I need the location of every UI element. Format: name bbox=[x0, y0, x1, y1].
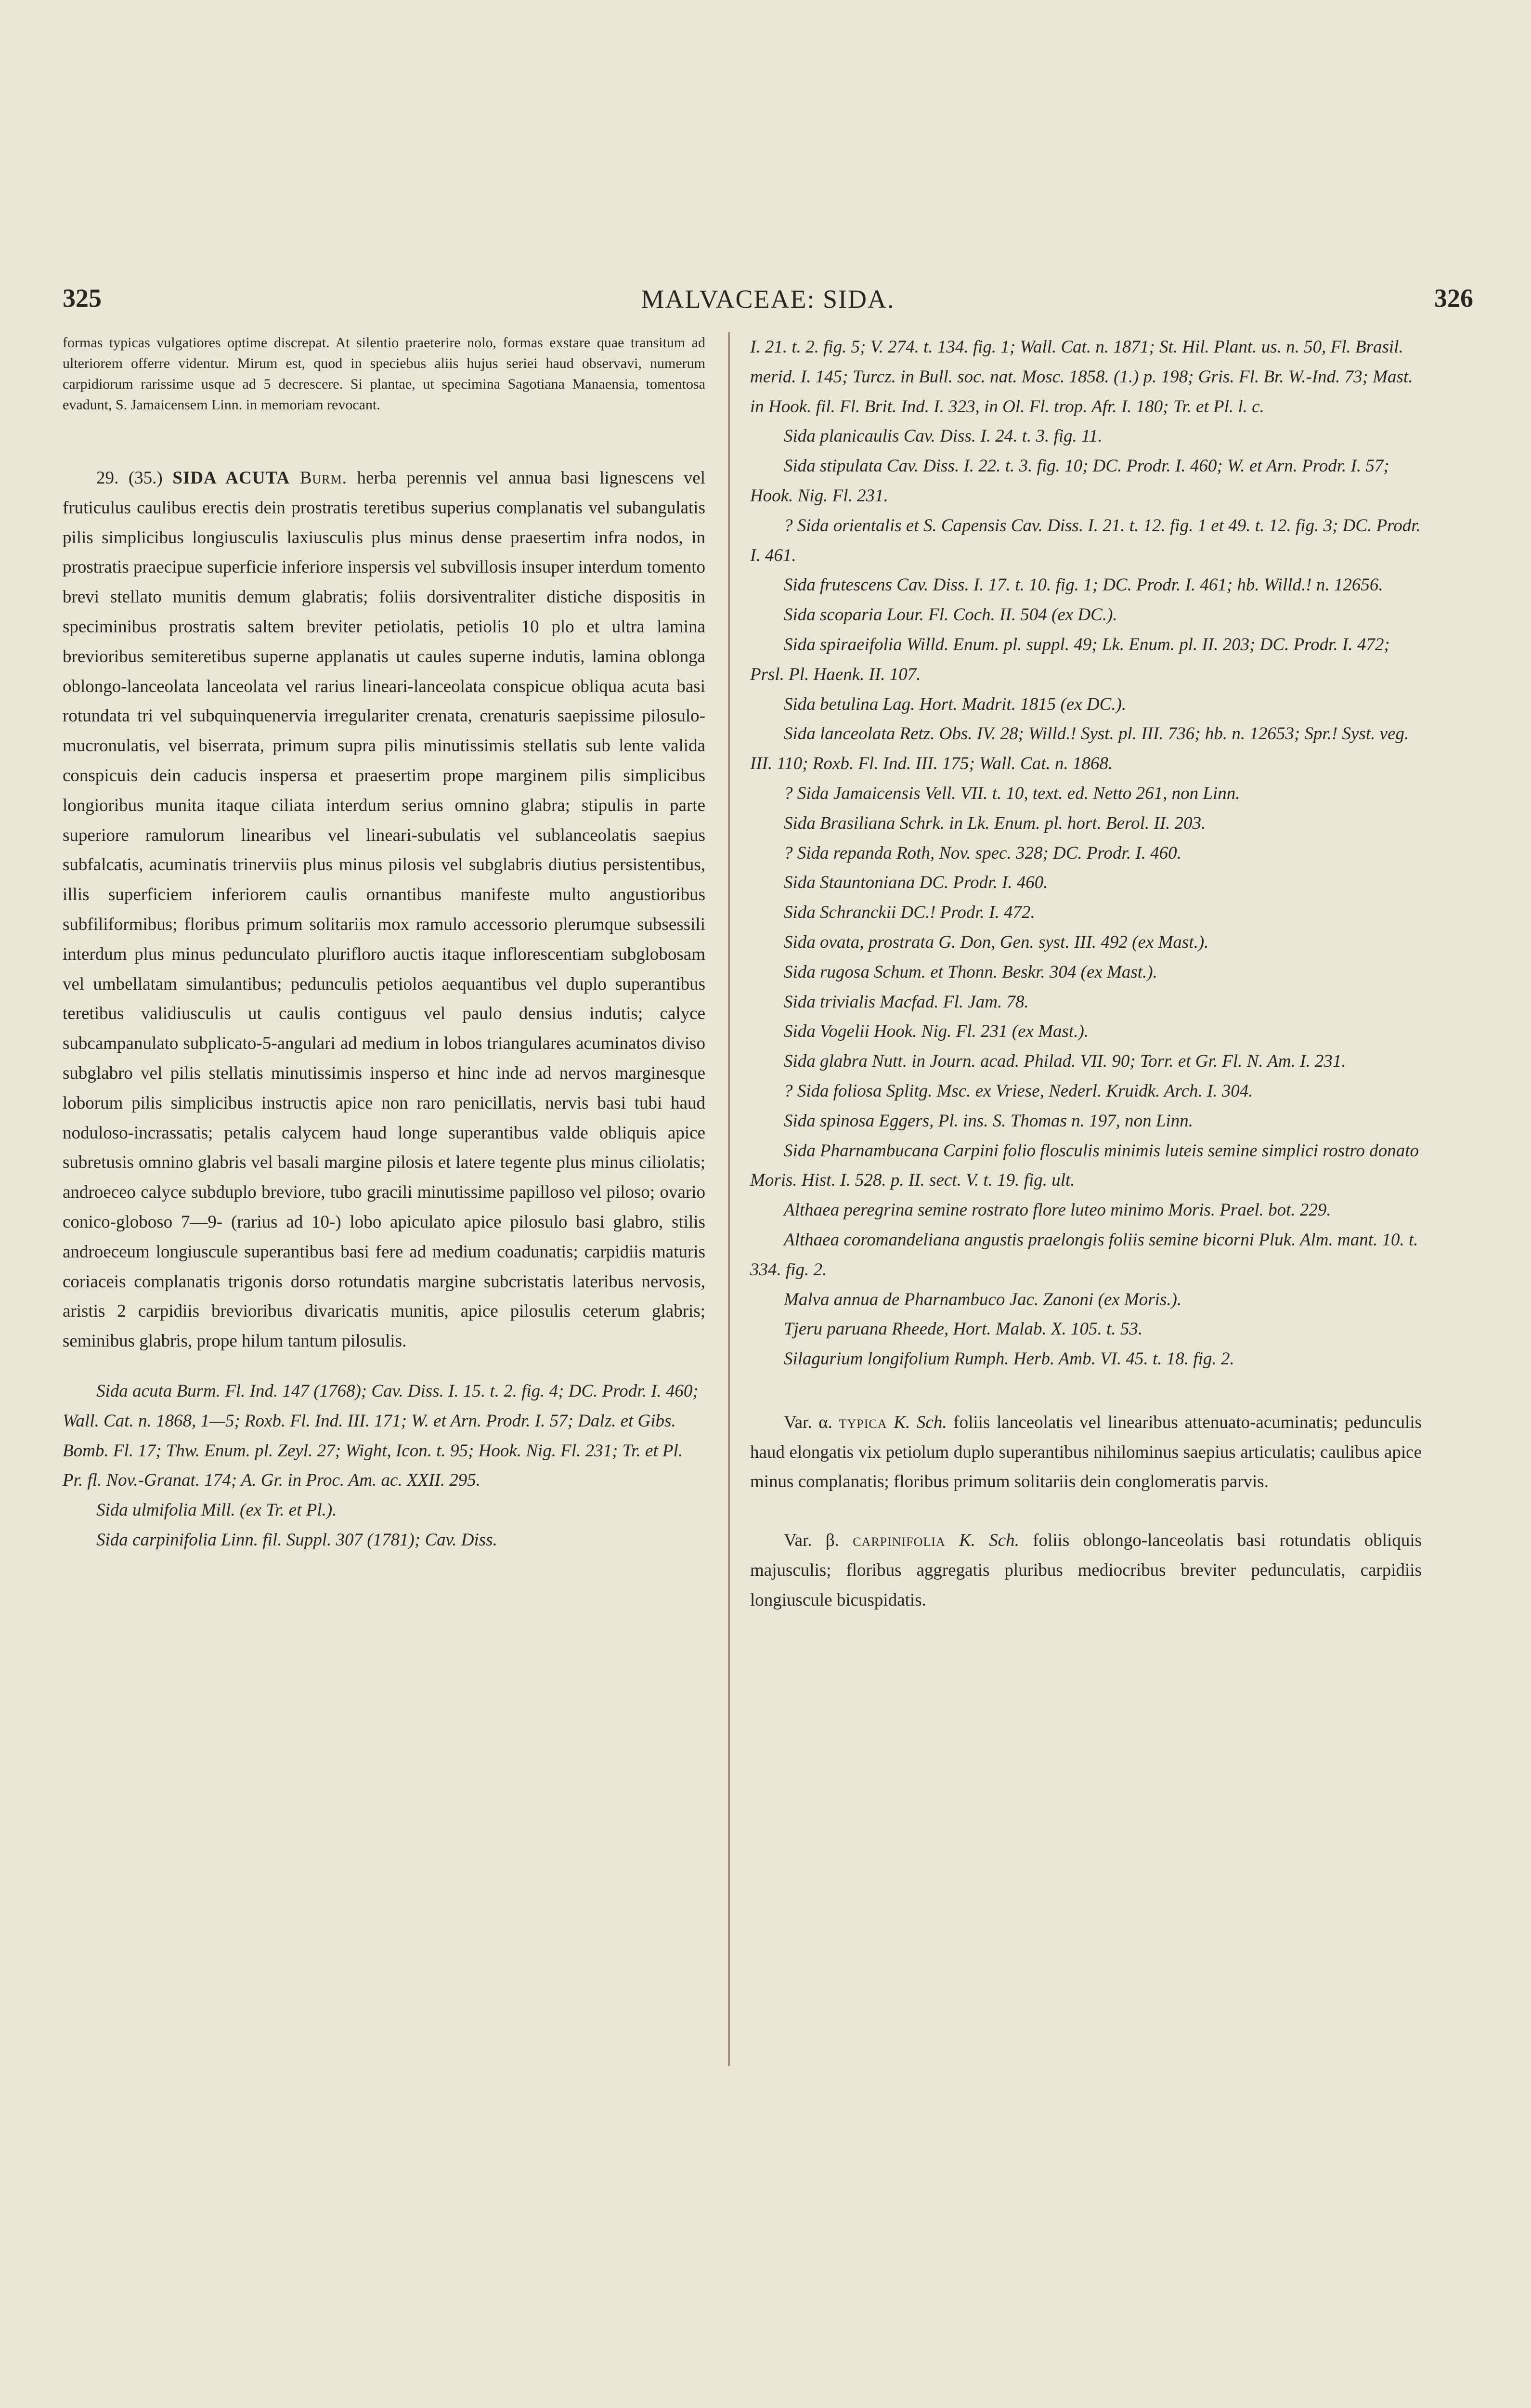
citation-item: Sida carpinifolia Linn. fil. Suppl. 307 (1781); Cav. Diss. bbox=[96, 1530, 497, 1550]
citation-item: Sida spiraeifolia Willd. Enum. pl. suppl. 49; Lk. Enum. pl. II. 203; DC. Prodr. I. 472; Prsl. Pl. Haenk. II. 107. bbox=[750, 634, 1390, 684]
variety-name: typica bbox=[839, 1412, 887, 1432]
running-header bbox=[63, 283, 1473, 327]
citation-item: Sida trivialis Macfad. Fl. Jam. 78. bbox=[784, 992, 1029, 1012]
species-name: SIDA ACUTA bbox=[172, 468, 290, 488]
variety-author: K. Sch. bbox=[959, 1531, 1019, 1551]
variety-label: Var. α. bbox=[784, 1412, 832, 1432]
citation-item: Sida stipulata Cav. Diss. I. 22. t. 3. fig. 10; DC. Prodr. I. 460; W. et Arn. Prodr. I. 57; Hook. Nig. Fl. 231. bbox=[750, 456, 1389, 506]
citation-item: Sida scoparia Lour. Fl. Coch. II. 504 (ex DC.). bbox=[784, 605, 1117, 625]
citation-item: Sida ulmifolia Mill. (ex Tr. et Pl.). bbox=[96, 1500, 337, 1520]
page-number-left: 325 bbox=[63, 284, 102, 313]
citation-item: Althaea peregrina semine rostrato flore luteo minimo Moris. Prael. bot. 229. bbox=[784, 1200, 1331, 1220]
species-description bbox=[63, 463, 705, 1356]
column-divider bbox=[728, 332, 730, 2066]
left-column bbox=[63, 332, 705, 1555]
variety-text: foliis oblongo-lanceolatis basi rotundatis obliquis majusculis; floribus aggregatis pluribus mediocribus breviter pedunculatis, carpidiis longiuscule bicuspidatis. bbox=[750, 1531, 1422, 1610]
citation-item: Sida Brasiliana Schrk. in Lk. Enum. pl. hort. Berol. II. 203. bbox=[784, 813, 1206, 833]
citation-item: Sida frutescens Cav. Diss. I. 17. t. 10. fig. 1; DC. Prodr. I. 461; hb. Willd.! n. 12656. bbox=[784, 575, 1383, 595]
citation-item: Sida rugosa Schum. et Thonn. Beskr. 304 (ex Mast.). bbox=[784, 962, 1157, 982]
citation-list-left bbox=[63, 1376, 705, 1555]
citation-item: Sida ovata, prostrata G. Don, Gen. syst. III. 492 (ex Mast.). bbox=[784, 932, 1209, 952]
citation-item: Sida planicaulis Cav. Diss. I. 24. t. 3. fig. 11. bbox=[784, 426, 1103, 446]
species-author: Burm. bbox=[299, 468, 347, 488]
citation-item: Sida Vogelii Hook. Nig. Fl. 231 (ex Mast.). bbox=[784, 1021, 1089, 1042]
citation-list-right bbox=[750, 332, 1422, 1374]
variety-author: K. Sch. bbox=[894, 1412, 947, 1432]
citation-item: Althaea coromandeliana angustis praelongis foliis semine bicorni Pluk. Alm. mant. 10. t. 334. fig. 2. bbox=[750, 1230, 1418, 1280]
variety-text: foliis lanceolatis vel linearibus attenuato-acuminatis; pedunculis haud elongatis vix petiolum duplo superantibus nihilominus saepius articulatis; caulibus apice minus complanatis; floribus primum solitariis dein conglomeratis parvis. bbox=[750, 1412, 1422, 1492]
variety-alpha bbox=[750, 1408, 1422, 1497]
citation-item: Sida lanceolata Retz. Obs. IV. 28; Willd.! Syst. pl. III. 736; hb. n. 12653; Spr.! Syst. veg. III. 110; Roxb. Fl. Ind. III. 175; Wall. Cat. n. 1868. bbox=[750, 724, 1409, 774]
citation-item: ? Sida Jamaicensis Vell. VII. t. 10, text. ed. Netto 261, non Linn. bbox=[784, 783, 1240, 803]
variety-beta bbox=[750, 1526, 1422, 1615]
citation-item: Sida Schranckii DC.! Prodr. I. 472. bbox=[784, 903, 1035, 923]
citation-item: Sida glabra Nutt. in Journ. acad. Philad. VII. 90; Torr. et Gr. Fl. N. Am. I. 231. bbox=[784, 1051, 1346, 1072]
citation-item: Silagurium longifolium Rumph. Herb. Amb. VI. 45. t. 18. fig. 2. bbox=[784, 1349, 1234, 1369]
running-title: MALVACEAE: SIDA. bbox=[641, 285, 895, 314]
citation-item: Sida acuta Burm. Fl. Ind. 147 (1768); Cav. Diss. I. 15. t. 2. fig. 4; DC. Prodr. I. 460; Wall. Cat. n. 1868, 1—5; Roxb. Fl. Ind. III. 171; W. et Arn. Prodr. I. 57; Dalz. et Gibs. Bomb. Fl. 17; Thw. Enum. pl. Zeyl. 27; Wight, Icon. t. 95; Hook. Nig. Fl. 231; Tr. et Pl. Pr. fl. Nov.-Granat. 174; A. Gr. in Proc. Am. ac. XXII. 295. bbox=[63, 1381, 699, 1491]
citation-item: Malva annua de Pharnambuco Jac. Zanoni (ex Moris.). bbox=[784, 1289, 1182, 1309]
description-text: herba perennis vel annua basi lignescens vel fruticulus caulibus erectis dein prostratis teretibus superius complanatis vel subangulatis pilis simplicibus longiusculis laxiusculis plus minus dense praesertim infra nodos, in prostratis praecipue superficie inferiore inspersis vel subvillosis insuper interdum tomento brevi stellato munitis demum glabratis; foliis dorsiventraliter distiche dispositis in speciminibus prostratis saltem breviter petiolatis, petiolis 10 plo et ultra lamina brevioribus semiteretibus superne applanatis ut caules superne indutis, lamina oblonga oblongo-lanceolata lanceolata vel rarius lineari-lanceolata conspicue obliqua acuta basi rotundata tri vel subquinquenervia irregulariter crenata, crenaturis saepissime pilosulo-mucronulatis, vel biserrata, primum supra pilis minutissimis stellatis sub lente valida conspicuis dein caducis inspersa et praesertim prope marginem pilis simplicibus longioribus munita itaque ciliata interdum serius omnino glabra; stipulis in parte superiore ramulorum linearibus vel lineari-subulatis vel sublanceolatis saepius subfalcatis, acuminatis trinerviis plus minus pilosis vel subglabris diutius persistentibus, illis superficiem inferiorem caulis ornantibus manifeste multo angustioribus subfiliformibus; floribus primum solitariis mox ramulo accessorio plerumque subsessili interdum plus minus pedunculato plurifloro auctis itaque inflorescentiam subglobosam vel umbellatam simulantibus; pedunculis petiolos aequantibus vel duplo superantibus teretibus validiusculis ut caulis contiguus vel paulo densius indutis; calyce subcampanulato subplicato-5-angulari ad medium in lobos triangulares acuminatos diviso subglabro vel pilis stellatis minutissimis insperso et hinc inde ad nervos marginesque loborum pilis simplicibus instructis apice non raro penicillatis, nervis basi tubi haud noduloso-incrassatis; petalis calycem haud longe superantibus valde obliquis apice subretusis omnino glabris vel basali margine pilosis et latere tegente plus minus ciliolatis; androeceo calyce subduplo breviore, tubo gracili minutissime papilloso vel piloso; ovario conico-globoso 7—9- (rarius ad 10-) lobo apiculato apice pilosulo basi glabro, stilis androeceum longiuscule superantibus basi fere ad medium coadunatis; carpidiis maturis coriaceis complanatis trigonis dorso rotundatis margine subcristatis lateribus nervosis, aristis 2 carpidiis brevioribus divaricatis munitis, apice pilosulis ceterum glabris; seminibus glabris, prope hilum tantum pilosulis. bbox=[63, 468, 705, 1351]
variety-name: carpinifolia bbox=[853, 1531, 946, 1551]
citation-item: ? Sida repanda Roth, Nov. spec. 328; DC. Prodr. I. 460. bbox=[784, 843, 1181, 863]
citation-item: ? Sida orientalis et S. Capensis Cav. Diss. I. 21. t. 12. fig. 1 et 49. t. 12. fig. 3; DC. Prodr. I. 461. bbox=[750, 515, 1421, 565]
intro-note: formas typicas vulgatiores optime discrepat. At silentio praeterire nolo, formas exstare quae transitum ad ulteriorem offerre videntur. Mirum est, quod in speciebus aliis hujus seriei haud observavi, numerum carpidiorum rarissime usque ad 5 decrescere. Si plantae, ut specimina Sagotiana Manaensia, tomentosa evadunt, S. Jamaicensem Linn. in memoriam revocant. bbox=[63, 335, 705, 413]
citation-item: ? Sida foliosa Splitg. Msc. ex Vriese, Nederl. Kruidk. Arch. I. 304. bbox=[784, 1081, 1253, 1101]
citation-item: Tjeru paruana Rheede, Hort. Malab. X. 105. t. 53. bbox=[784, 1319, 1143, 1339]
right-column bbox=[750, 332, 1422, 1615]
citation-item: Sida betulina Lag. Hort. Madrit. 1815 (ex DC.). bbox=[784, 694, 1127, 714]
species-number: 29. (35.) bbox=[96, 468, 163, 488]
citation-item: Sida spinosa Eggers, Pl. ins. S. Thomas n. 197, non Linn. bbox=[784, 1111, 1194, 1131]
citation-item: I. 21. t. 2. fig. 5; V. 274. t. 134. fig. 1; Wall. Cat. n. 1871; St. Hil. Plant. us. n. 50, Fl. Brasil. merid. I. 145; Turcz. in Bull. soc. nat. Mosc. 1858. (1.) p. 198; Gris. Fl. Br. W.-Ind. 73; Mast. in Hook. fil. Fl. Brit. Ind. I. 323, in Ol. Fl. trop. Afr. I. 180; Tr. et Pl. l. c. bbox=[750, 337, 1413, 417]
citation-item: Sida Stauntoniana DC. Prodr. I. 460. bbox=[784, 873, 1048, 893]
page-number-right: 326 bbox=[1434, 284, 1473, 313]
citation-item: Sida Pharnambucana Carpini folio flosculis minimis luteis semine simplici rostro donato Moris. Hist. I. 528. p. II. sect. V. t. 19. fig. ult. bbox=[750, 1140, 1419, 1191]
variety-label: Var. β. bbox=[784, 1531, 839, 1551]
